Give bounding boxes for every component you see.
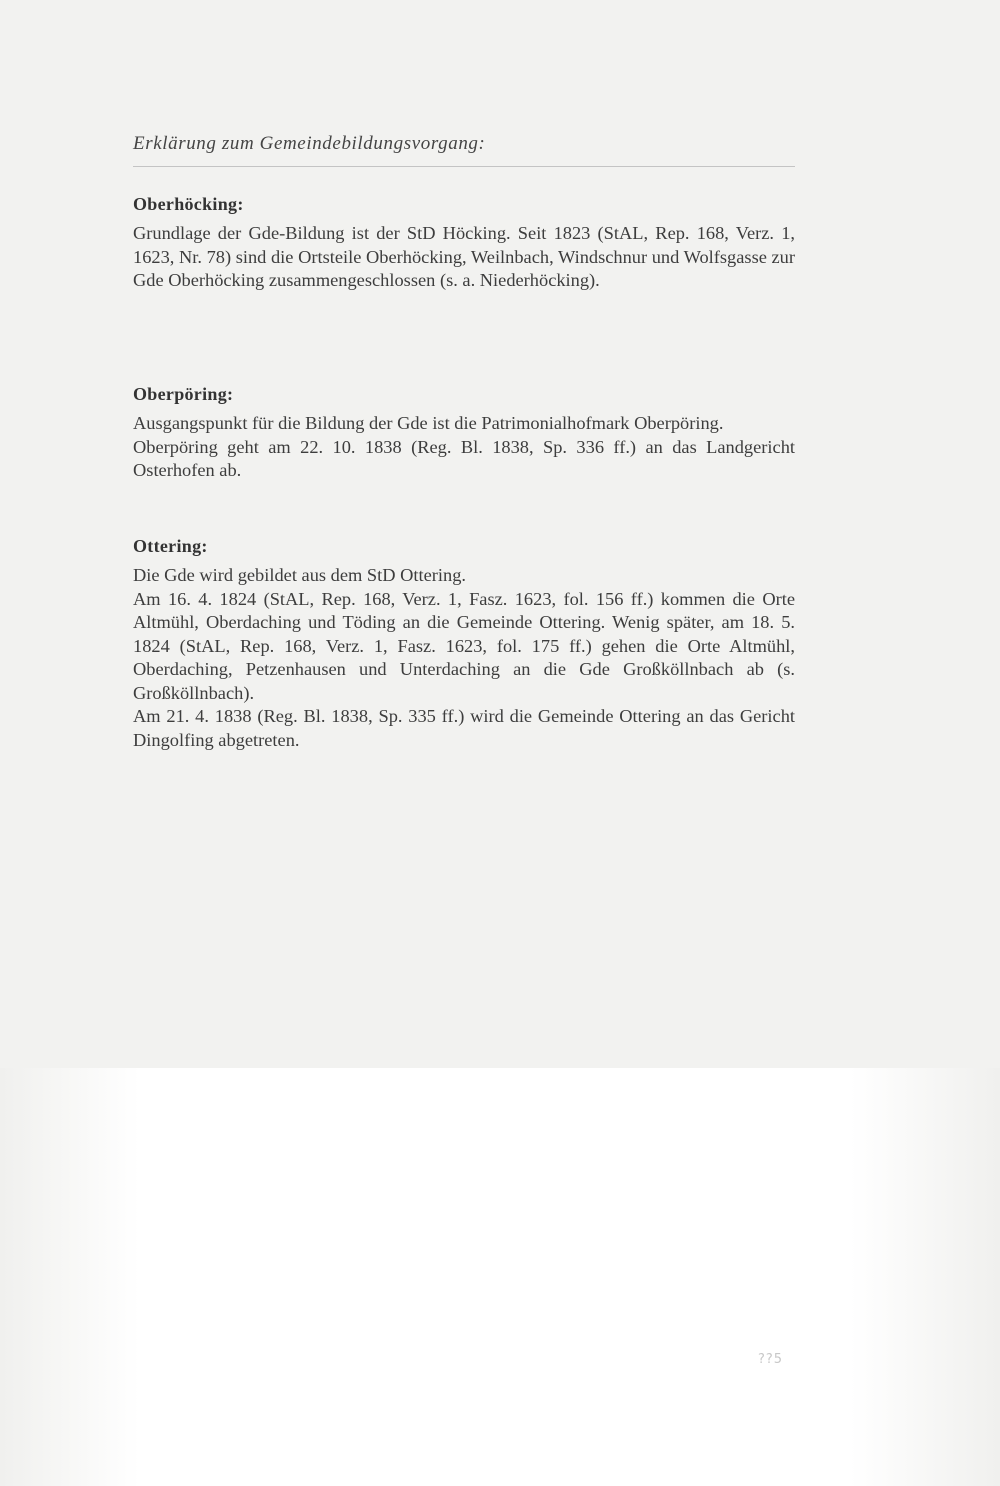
scan-lower-band [0, 1068, 1000, 1486]
section-oberpoering [133, 384, 795, 483]
page-header: Erklärung zum Gemeindebildungsvorgang: [133, 133, 486, 154]
section-oberhoecking [133, 194, 795, 293]
section-paragraph: Ausgangspunkt für die Bildung der Gde ist die Patrimonialhofmark Oberpöring. [133, 413, 724, 433]
section-heading: Oberhöcking: [133, 194, 244, 214]
section-ottering [133, 536, 795, 752]
header-rule [133, 166, 795, 167]
page-number: ??5 [758, 1352, 784, 1367]
section-paragraph: Am 21. 4. 1838 (Reg. Bl. 1838, Sp. 335 ff.) wird die Gemeinde Ottering an das Gericht Dingolfing abgetreten. [133, 706, 795, 750]
section-heading: Ottering: [133, 536, 208, 556]
scan-shade-right [850, 1068, 1000, 1486]
section-paragraph: Die Gde wird gebildet aus dem StD Ottering. [133, 565, 467, 585]
section-heading: Oberpöring: [133, 384, 234, 404]
scan-shade-left [0, 1068, 140, 1486]
section-paragraph: Grundlage der Gde-Bildung ist der StD Höcking. Seit 1823 (StAL, Rep. 168, Verz. 1, 1623, Nr. 78) sind die Ortsteile Oberhöcking, Weilnbach, Windschnur und Wolfsgasse zur Gde Oberhöcking zusammengeschlossen (s. a. Niederhöcking). [133, 223, 795, 290]
section-paragraph: Am 16. 4. 1824 (StAL, Rep. 168, Verz. 1, Fasz. 1623, fol. 156 ff.) kommen die Orte Altmühl, Oberdaching und Töding an die Gemeinde Ottering. Wenig später, am 18. 5. 1824 (StAL, Rep. 168, Verz. 1, Fasz. 1623, fol. 175 ff.) gehen die Orte Altmühl, Oberdaching, Petzenhausen und Unterdaching an die Gde Großköllnbach ab (s. Großköllnbach). [133, 588, 795, 703]
section-paragraph: Oberpöring geht am 22. 10. 1838 (Reg. Bl. 1838, Sp. 336 ff.) an das Landgericht Osterhofen ab. [133, 436, 795, 480]
